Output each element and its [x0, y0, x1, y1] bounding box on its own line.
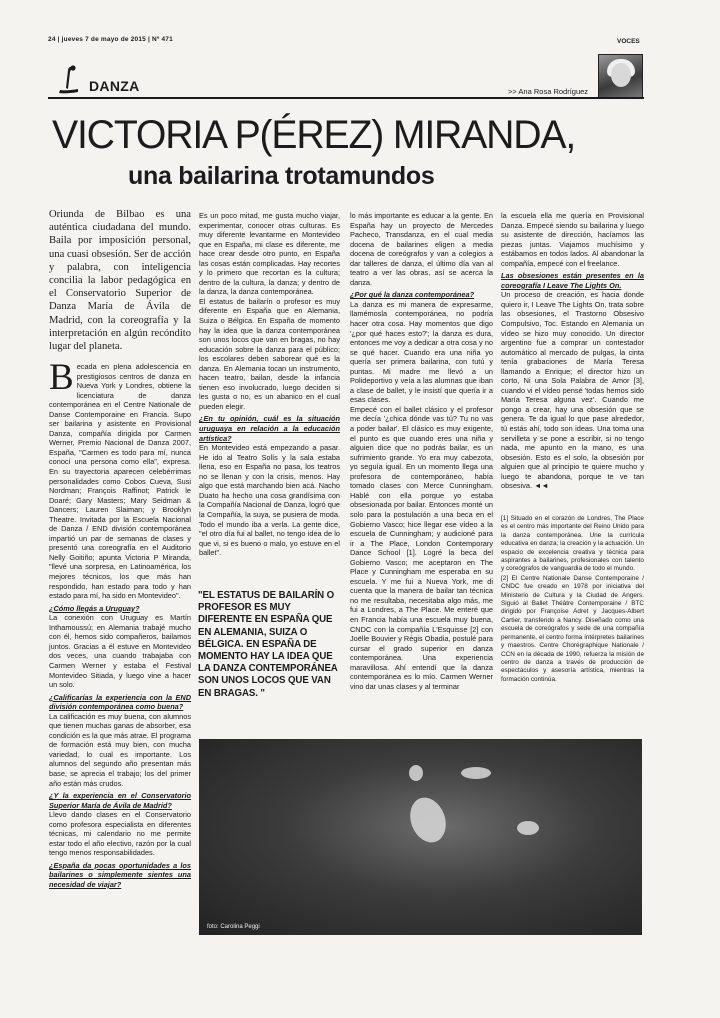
col1-paragraph: ecada en plena adolescencia en prestigiosos centros de danza en Nueva York y Londres, obtiene la licenciatura de danza contemporánea en el Centre Nationale de Danse Contemporaine en Francia. Supo ser bailarina y asistente en Provisional Danza, compañía dirigida por Carmen Werner, Premio Nacional de Danza 2007, España, "Carmen es todo para mí, nunca conocí una persona como ella", expresa. En su trayectoria aparecen celebérrimas personalidades como Cobos Cueva, Susi Nordman; François Raffinot; Patrick le Doaré; Gary Masters; Mary Seidman & Dancers; Lauren Slaiman; y Brooklyn Theatre. Invitada por la Escuela Nacional de Danza / END división contemporánea impartió un par de semanas de clases y presentó una coreografía en el Auditorio Nelly Goitiño; apunta Victoria P Miranda, "llevé una sorpresa, en Latinoamérica, los mejores técnicos, los que más han respondido, han estado para todo y han estado para mí, ha sido en Montevideo". [49, 362, 191, 601]
question: ¿Y la experiencia en el Conservatorio Superior María de Ávila de Madrid? [49, 791, 191, 810]
dance-photo [199, 739, 642, 935]
question: Las obsesiones están presentes en la coreografía I Leave The Lights On. [501, 271, 644, 290]
article-column-3 [350, 211, 493, 691]
answer: La conexión con Uruguay es Martín Inthamoussú; en Alemania trabajé mucho con él, hemos sido compañeros, bailamos juntos. Gracias a él estuve en Montevideo dos veces, una cuando trabajaba con Carmen Werner y estaba el Festival Montevideo Sitiada, y luego vine a hacer un solo. [49, 613, 191, 690]
answer: El estatus de bailarín o profesor es muy diferente en España que en Alemania, Suiza o Bélgica. En España de momento hay la idea que la danza contemporánea son unos locos que van en bragas, no hay educación sobre la danza para el público; los escolares deben saborear qué es la danza. En Alemania tocan un instrumento, hacen teatro, bailan, desde la infancia tienen eso involucrado, luego deciden si les gusta o no, es un abanico en el cual pueden elegir. [199, 296, 340, 411]
dropcap: B [49, 357, 74, 398]
answer: La danza es mi manera de expresarme, llamémosla contemporánea, no podría hacer otra cosa. Hay momentos que digo '¿por qué haces esto?'; la danza es dura, entonces me voy a dedicar a otra cosa y no se qué hacer. Cuando era una niña yo quería ser primera bailarina, con tutú y puntas. Mi madre me llevó a un Polideportivo y veía a las alumnas que iban a clase de ballet, y le insistí que quería ir a esas clases. [350, 299, 493, 405]
article-column-2 [199, 211, 340, 558]
footnote-2: [2] El Centre Nationale Danse Contemporaine / CNDC fue creado en 1978 por iniciativa del Ministerio de Cultura y la Ciudad de Angers. Siguió al Ballet Théâtre Contemporaine / BTC dirigido por Françoise Adret y Jacques-Albert Cartier, transferido a Nancy. Diseñado como una escuela de coreógrafos y sede de una compañía permanente, el centro forma intérpretes bailarines y maestros. Centre Chorégraphique Nationale / CCN en la década de 1990, refuerza la misión de centro de danza a través de producción de espectáculos y asesoría artística, mientras la formación continúa. [501, 574, 644, 683]
question: ¿España da pocas oportunidades a los bailarines o simplemente sientes una necesidad de viajar? [49, 860, 191, 889]
question: ¿Por qué la danza contemporánea? [350, 290, 475, 300]
header-rule [48, 97, 644, 99]
answer: Un proceso de creación, es hacia donde quiero ir, I Leave The Lights On, trata sobre las obsesiones, el Trastorno Obsesivo Compulsivo, Toc. Estando en Alemania un vídeo se hizo muy conocido. Un director argentino fue a comprar un contestador automático al mercado de pulgas, la cinta tenía grabaciones de María Teresa llamando a Enrique; el director hizo un corto, Ni una Sola Palabra de Amor [3], cuando vi el vídeo pensé 'todas hemos sido María Teresa alguna vez'. Cuando me pongo a crear, hay una obsesión que se genera. Te da igual lo que pase alrededor, tú estás ahí, todo son ideas. Una toma una servilleta y se pone a escribir, si no tengo nada, me apunto en la mano, es una obsesión. Esto es el solo, la obsesión por alguien que al principio te quiere mucho y luego te abandona, porque te ve tan obsesiva. ◄◄ [501, 290, 644, 491]
question: ¿Calificarías la experiencia con la END división contemporánea como buena? [49, 692, 191, 712]
answer: lo más importante es educar a la gente. En España hay un proyecto de Mercedes Pacheco, Transdanza, en el cual media docena de bailarines eligen a media docena de coreógrafos y van a colegios a dar talleres de danza, el último día van al teatro a ver las obras, así se acerca la danza. [350, 211, 493, 287]
article-column-1 [49, 357, 191, 890]
dancer-icon [56, 64, 80, 94]
answer: Llevo dando clases en el Conservatorio como profesora especialista en diferentes técnicas, mi calendario no me permite estar todo el año electivo, razón por la cual tengo menos responsabilidades. [49, 810, 191, 858]
photo-caption: foto: Carolina Peggi [207, 924, 260, 930]
author-photo [598, 54, 643, 98]
pull-quote: "EL ESTATUS DE BAILARÍN O PROFESOR ES MUY DIFERENTE EN ESPAÑA QUE EN ALEMANIA, SUIZA O BÉLGICA. EN ESPAÑA DE MOMENTO HAY LA IDEA QUE LA DANZA CONTEMPORÁNEA SON UNOS LOCOS QUE VAN EN BRAGAS. " [198, 590, 338, 699]
headline: VICTORIA P(ÉREZ) MIRANDA, [52, 113, 576, 157]
subhead: una bailarina trotamundos [128, 162, 435, 190]
answer: Es un poco mitad, me gusta mucho viajar, experimentar, conocer otras culturas. Es muy diferente levantarme en Montevideo que en España, mi clase es diferente, me hace crear desde otro punto, en España las cosas están complicadas. Hay recortes y lo primero que recortan es la cultura; dentro de la cultura, la danza; y dentro de la danza, la danza contemporánea. [199, 211, 340, 297]
section-label: DANZA [89, 78, 140, 94]
question: ¿Cómo llegás a Uruguay? [49, 603, 140, 613]
answer: La calificación es muy buena, con alumnos que tienen muchas ganas de absorber, esa condición es la que más atrae. El programa de formación está muy bien, con mucha variedad, lo cual es importante. Los alumnos del segundo año presentan más base, se aprecia el trabajo; los del primer año están más crudos. [49, 711, 191, 788]
answer: En Montevideo está empezando a pasar. He ido al Teatro Solís y la sala estaba llena, eso en España no pasa, los teatros no se llenan y con la crisis, menos. Hay algo que está marchando bien acá. Nacho Duato ha hecho una cosa grandísima con la Compañía Nacional de Danza, logró que la Compañía, la suya, se pusiera de moda. Todo el mundo iba a verla. La gente dice, "el otro día fui al ballet, no tengo idea de lo que vi, si es bueno o malo, yo estuve en el ballet". [199, 443, 340, 558]
page-line: 24 | jueves 7 de mayo de 2015 | Nº 471 [48, 36, 173, 43]
footnotes [501, 515, 644, 684]
article-column-4 [501, 211, 644, 491]
lead-paragraph: Oriunda de Bilbao es una auténtica ciudadana del mundo. Baila por imposición personal, una cuasi obsesión. Ser de acción y palabra, con inteligencia concilia la labor pedagógica en el Conservatorio Superior de Danza María de Ávila de Madrid, con la coreografía y la interpretación en algún recóndito lugar del planeta. [49, 209, 191, 353]
answer: la escuela ella me quería en Provisional Danza. Empecé siendo su bailarina y luego su asistente de dirección, hacíamos las piezas juntas. Viajamos muchísimo y estábamos en todos lados. Al abandonar la compañía, empecé con el freelance. [501, 211, 644, 268]
byline: >> Ana Rosa Rodríguez [508, 87, 589, 96]
answer: Empecé con el ballet clásico y el profesor me decía '¿chica dónde vas tú? Tu no vas a poder bailar'. El clásico es muy exigente, el punto es que cuando eres una niña y alguien dice que no podrás bailar, es un sufrimiento grande. Yo era muy cabezota, yo seguía igual. En un momento llega una profesora de contemporáneo, había tomado clases con Merce Cunningham. Hablé con ella porque yo estaba obsesionada por bailar. Entonces monté un solo para la postulación a una beca en el Gobierno Vasco; hice llegar ese vídeo a la escuela de Cunningham; y audicioné para ir a The Place, London Contemporary Dance School [1]. Logré la beca del Gobierno Vasco; me aceptaron en The Place y Cunningham me esperaba en su escuela. Y me fui a Nueva York, me di cuenta que la manera de bailar tan técnica no me resultaba, necesitaba algo más, me fui a Londres, a The Place. Me enteré que en Francia había una escuela muy buena, CNDC con la compañía L'Esquisse [2] con Joëlle Bouvier y Régis Obadia, postulé para cursar el grado superior en danza contemporánea. Una experiencia maravillosa. Ahí entendí que la danza contemporánea es lo mío. Carmen Werner vino dar unas clases y al terminar [350, 404, 493, 691]
voces-label: VOCES [617, 38, 640, 45]
question: ¿En tu opinión, cuál es la situación uruguaya en relación a la educación artística? [199, 414, 340, 443]
footnote-1: [1] Situado en el corazón de Londres, The Place es el centro más importante del Reino Unido para la danza contemporánea. Une la currícula educativa en danza; la creación y la actuación. Un espacio de excelencia creativa y técnica para aspirantes a bailarines, profesionales con talento y coreógrafos de vanguardia de todo el mundo. [501, 515, 644, 573]
